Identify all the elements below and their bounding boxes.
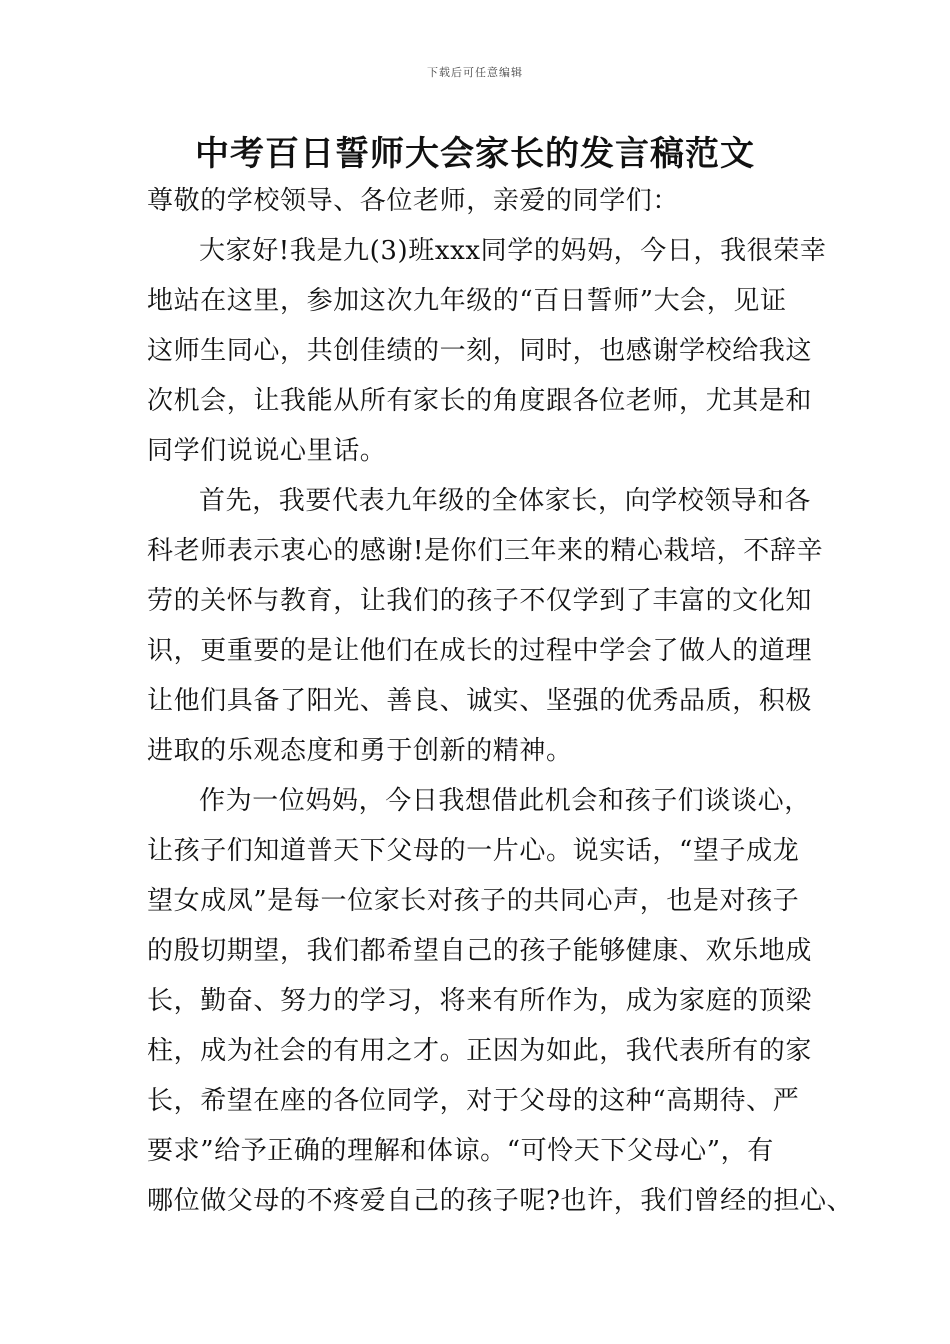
paragraph-line: 哪位做父母的不疼爱自己的孩子呢?也许，我们曾经的担心、: [147, 1186, 854, 1216]
salutation: 尊敬的学校领导、各位老师，亲爱的同学们：: [147, 186, 680, 216]
paragraph-line: 同学们说说心里话。: [147, 436, 387, 466]
paragraph-line: 让他们具备了阳光、善良、诚实、坚强的优秀品质，积极: [147, 686, 813, 716]
paragraph-line: 进取的乐观态度和勇于创新的精神。: [147, 736, 573, 766]
paragraph-line: 要求”给予正确的理解和体谅。“可怜天下父母心”，有: [147, 1136, 774, 1166]
paragraph-line: 柱，成为社会的有用之才。正因为如此，我代表所有的家: [147, 1036, 813, 1066]
document-body: [147, 176, 854, 1226]
paragraph-line: 科老师表示衷心的感谢!是你们三年来的精心栽培，不辞辛: [147, 536, 824, 566]
paragraph-line: 长，勤奋、努力的学习，将来有所作为，成为家庭的顶梁: [147, 986, 813, 1016]
paragraph-line: 让孩子们知道普天下父母的一片心。说实话，“望子成龙: [147, 836, 800, 866]
paragraph-line: 次机会，让我能从所有家长的角度跟各位老师，尤其是和: [147, 386, 813, 416]
header-note: 下载后可任意编辑: [427, 66, 523, 79]
paragraph-line: 首先，我要代表九年级的全体家长，向学校领导和各: [199, 486, 811, 516]
paragraph-line: 长，希望在座的各位同学，对于父母的这种“高期待、严: [147, 1086, 800, 1116]
paragraph-line: 地站在这里，参加这次九年级的“百日誓师”大会，见证: [147, 286, 787, 316]
paragraph-line: 劳的关怀与教育，让我们的孩子不仅学到了丰富的文化知: [147, 586, 813, 616]
paragraph-line: 识，更重要的是让他们在成长的过程中学会了做人的道理: [147, 636, 813, 666]
paragraph-line: 望女成凤”是每一位家长对孩子的共同心声，也是对孩子: [147, 886, 800, 916]
paragraph-line: 这师生同心，共创佳绩的一刻，同时，也感谢学校给我这: [147, 336, 813, 366]
paragraph-line: 大家好!我是九(3)班xxx同学的妈妈，今日，我很荣幸: [199, 236, 827, 266]
paragraph-line: 的殷切期望，我们都希望自己的孩子能够健康、欢乐地成: [147, 936, 813, 966]
paragraph-line: 作为一位妈妈，今日我想借此机会和孩子们谈谈心，: [199, 786, 811, 816]
document-title: 中考百日誓师大会家长的发言稿范文: [195, 134, 755, 174]
